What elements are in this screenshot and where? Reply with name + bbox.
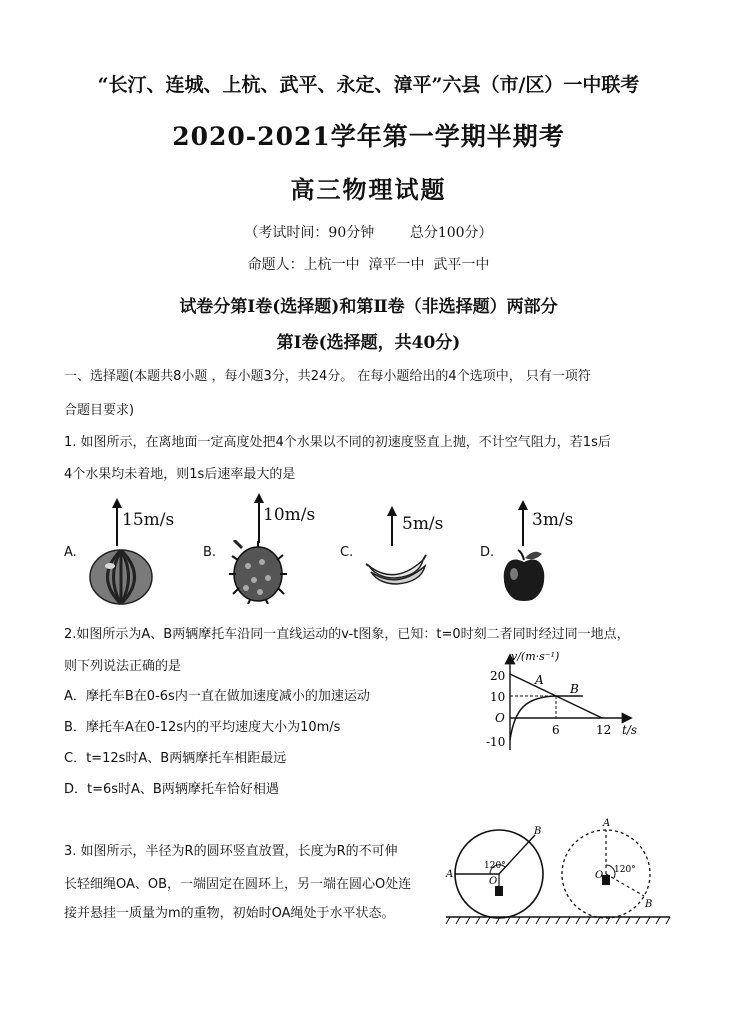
watermelon-icon [88,548,154,606]
angle-label-right: 120° [614,865,636,875]
q2-option-a: A．摩托车B在0-6s内一直在做加速度减小的加速运动 [64,689,370,704]
exam-time-info: （考试时间：90分钟 总分100分） [244,225,493,241]
q1-option-d-letter: D. [480,545,495,560]
section1-instructions-line2: 合题目要求) [64,403,135,418]
q2-text-line2: 则下列说法正确的是 [64,659,182,674]
q2-option-d: D．t=6s时A、B两辆摩托车恰好相遇 [64,782,279,797]
y-tick-neg10: -10 [486,735,506,749]
point-b-right: B [645,899,653,910]
q1-option-c-letter: C. [340,545,354,560]
x-tick-6: 6 [552,723,560,737]
y-tick-10: 10 [490,690,506,704]
vt-chart [478,650,660,754]
ground-hatch [446,917,670,924]
point-b-left: B [534,826,542,837]
q1-text-line2: 4个水果均未着地，则1s后速率最大的是 [64,467,296,482]
page-title: 高三物理试题 [290,175,447,204]
angle-label-left: 120° [484,861,506,871]
q3-ring-figure [444,814,672,926]
q2-text-line1: 2.如图所示为A、B两辆摩托车沿同一直线运动的v-t图象，已知：t=0时刻二者同时经过同一地点， [64,627,630,642]
x-tick-12: 12 [596,723,612,737]
q2-option-b: B．摩托车A在0-12s内的平均速度大小为10m/s [64,720,341,735]
chart-xlabel: t/s [622,723,638,737]
q3-text-line3: 接并悬挂一质量为m的重物，初始时OA绳处于水平状态。 [64,906,395,921]
q3-text-line1: 3. 如图所示，半径为R的圆环竖直放置，长度为R的不可伸 [64,844,398,859]
q1-option-c-speed: 5m/s [402,514,444,534]
q1-option-d-speed: 3m/s [532,510,574,530]
q1-option-a-letter: A. [64,545,77,560]
rope-ob-right [606,874,644,896]
q2-option-c: C．t=12s时A、B两辆摩托车相距最远 [64,751,287,766]
series-b-label: B [570,682,579,696]
point-o-right: O [595,870,604,881]
apple-icon [500,548,548,602]
q1-option-a-speed: 15m/s [122,510,175,530]
weight-left [495,886,503,896]
y-tick-20: 20 [490,669,506,683]
chart-ylabel: v/(m·s⁻¹) [511,650,560,663]
point-o-left: O [489,876,498,887]
q1-option-c-arrow-icon [385,506,399,546]
exam-header-line: “长汀、连城、上杭、武平、永定、漳平”六县（市/区）一中联考 [97,74,640,96]
y-tick-origin: O [495,711,505,725]
q1-option-d-arrow-icon [516,500,530,546]
series-a-label: A [535,673,544,687]
part1-title: 第Ⅰ卷(选择题，共40分) [276,333,461,353]
q1-text-line1: 1. 如图所示，在离地面一定高度处把4个水果以不同的初速度竖直上抛，不计空气阻力，若1s后 [64,435,611,450]
durian-icon [228,540,288,604]
exam-authors: 命题人：上杭一中 漳平一中 武平一中 [247,257,490,273]
exam-year-title: 2020-2021学年第一学期半期考 [172,122,565,151]
exam-parts-info: 试卷分第Ⅰ卷(选择题)和第Ⅱ卷（非选择题）两部分 [179,297,558,317]
banana-icon [365,552,427,586]
point-a-right: A [603,818,611,829]
section1-instructions-line1: 一、选择题(本题共8小题 ，每小题3分，共24分。 在每小题给出的4个选项中， 只有一项符 [64,369,591,384]
q3-text-line2: 长轻细绳OA、OB，一端固定在圆环上，另一端在圆心O处连 [64,877,412,892]
point-a-left: A [446,869,454,880]
q1-option-b-letter: B. [203,545,217,560]
q1-option-b-speed: 10m/s [263,505,316,525]
